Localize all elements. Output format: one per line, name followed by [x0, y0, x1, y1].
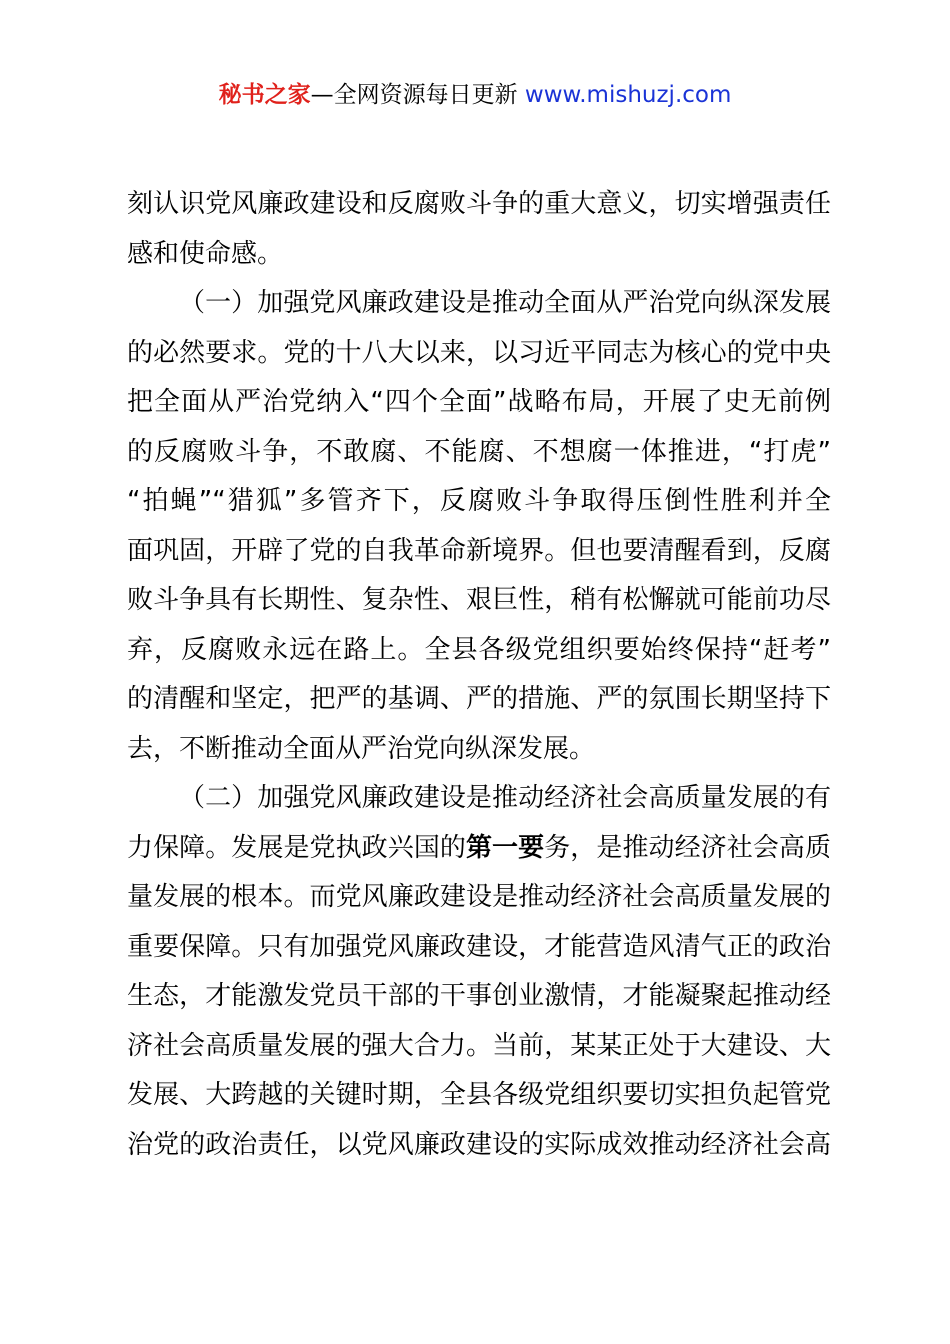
text-line: “拍蝇”“猎狐”多管齐下，反腐败斗争取得压倒性胜利并全	[127, 486, 831, 516]
text-line: 去，不断推动全面从严治党向纵深发展。	[127, 733, 596, 764]
section-heading-2: （二）加强党风廉政建设是推动经济社会高质量发展的有	[179, 783, 831, 813]
brand-name: 秘书之家	[218, 82, 311, 108]
document-body	[127, 184, 831, 1174]
text-line: 生态，才能激发党员干部的干事创业激情，才能凝聚起推动经	[127, 981, 831, 1011]
text-line: 治党的政治责任，以党风廉政建设的实际成效推动经济社会高	[127, 1129, 831, 1160]
text-line: 量发展的根本。而党风廉政建设是推动经济社会高质量发展的	[127, 882, 831, 912]
bold-emphasis: 第一要	[465, 832, 545, 863]
text-line: 把全面从严治党纳入“四个全面”战略布局，开展了史无前例	[127, 387, 831, 417]
text-line: 弃，反腐败永远在路上。全县各级党组织要始终保持“赶考”	[127, 634, 831, 665]
text-line-mixed	[127, 828, 831, 878]
text-line: 的必然要求。党的十八大以来，以习近平同志为核心的党中央	[127, 337, 831, 368]
text-line: 刻认识党风廉政建设和反腐败斗争的重大意义，切实增强责任	[127, 189, 831, 219]
text-line: 的清醒和坚定，把严的基调、严的措施、严的氛围长期坚持下	[127, 684, 831, 714]
header-tagline: —全网资源每日更新	[310, 82, 525, 108]
text-line: 济社会高质量发展的强大合力。当前，某某正处于大建设、大	[127, 1030, 831, 1061]
mixed-after: 务，是推动经济社会高质	[544, 832, 831, 863]
text-line: 的反腐败斗争，不敢腐、不能腐、不想腐一体推进，“打虎”	[127, 436, 831, 467]
text-line: 败斗争具有长期性、复杂性、艰巨性，稍有松懈就可能前功尽	[127, 585, 831, 615]
text-line: 重要保障。只有加强党风廉政建设，才能营造风清气正的政治	[127, 931, 831, 962]
text-line: 发展、大跨越的关键时期，全县各级党组织要切实担负起管党	[127, 1080, 831, 1110]
text-line: 面巩固，开辟了党的自我革命新境界。但也要清醒看到，反腐	[127, 535, 831, 566]
site-url-link[interactable]: www.mishuzj.com	[524, 82, 732, 108]
section-heading-1: （一）加强党风廉政建设是推动全面从严治党向纵深发展	[179, 288, 831, 318]
text-line: 感和使命感。	[127, 238, 284, 269]
mixed-before: 力保障。发展是党执政兴国的	[127, 832, 466, 863]
site-header	[0, 78, 950, 112]
